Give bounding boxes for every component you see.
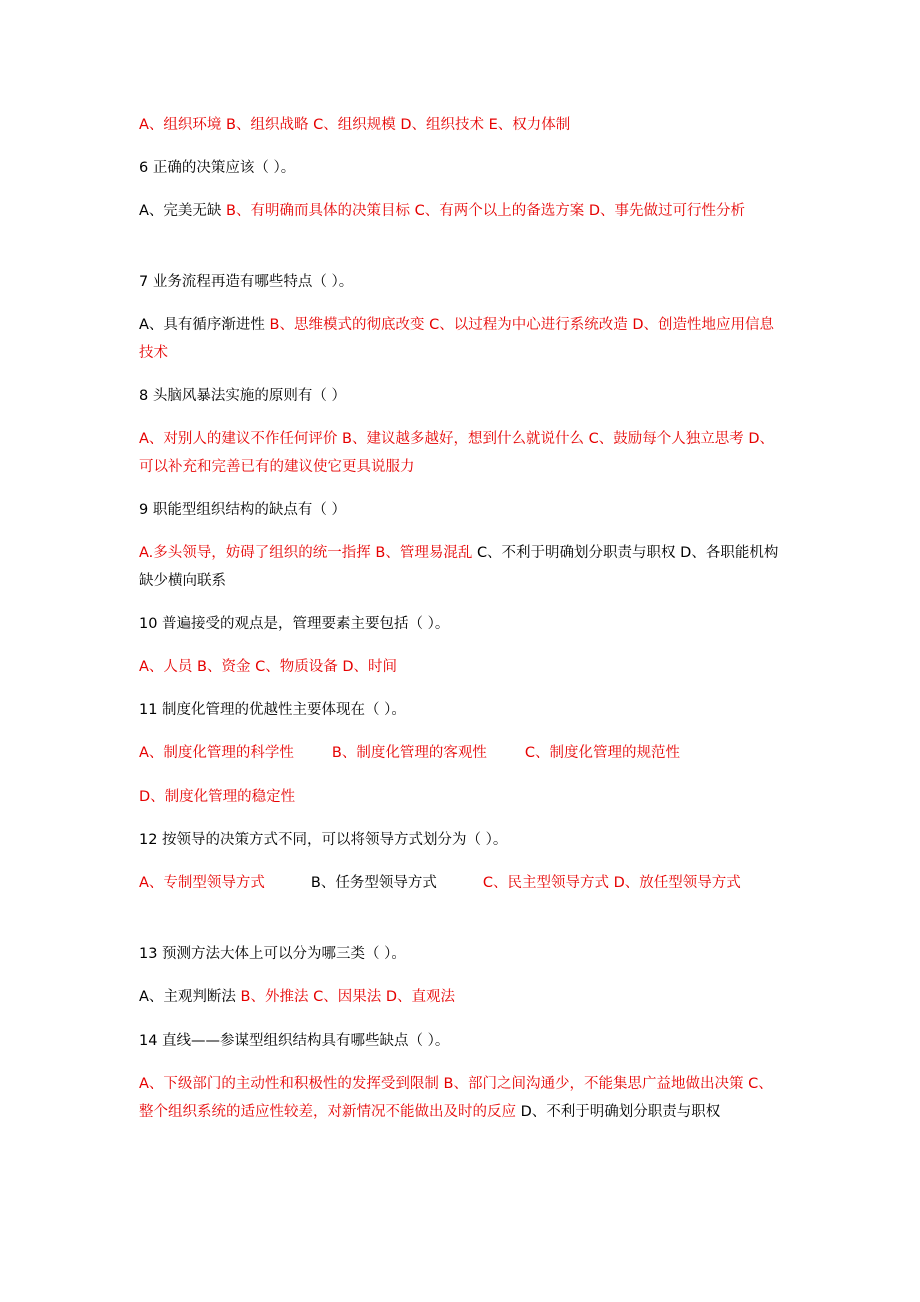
answer-highlight: A、专制型领导方式 — [139, 875, 265, 891]
plain-text: C、不利于明确划分职责与职权 D、各职能机构缺少横向联系 — [139, 545, 779, 589]
answer-highlight: B、外推法 C、因果法 D、直观法 — [240, 989, 455, 1005]
question-text — [139, 1027, 784, 1055]
question-text — [139, 940, 784, 968]
question-text — [139, 826, 784, 854]
answer-highlight: D、制度化管理的稳定性 — [139, 789, 296, 805]
plain-text: 9 职能型组织结构的缺点有（ ） — [139, 502, 346, 518]
answer-options — [139, 111, 784, 139]
answer-options — [139, 869, 784, 897]
answer-options — [139, 539, 784, 595]
plain-text: 13 预测方法大体上可以分为哪三类（ ）。 — [139, 946, 406, 962]
answer-highlight: C、制度化管理的规范性 — [524, 745, 680, 761]
question-text — [139, 268, 784, 296]
answer-highlight: A、对别人的建议不作任何评价 B、建议越多越好，想到什么就说什么 C、鼓励每个人独立思考 D、可以补充和完善已有的建议使它更具说服力 — [139, 431, 774, 475]
answer-highlight: B、有明确而具体的决策目标 C、有两个以上的备选方案 D、事先做过可行性分析 — [226, 203, 745, 219]
answer-options — [139, 311, 784, 367]
plain-text: 12 按领导的决策方式不同，可以将领导方式划分为（ ）。 — [139, 832, 508, 848]
plain-text: 11 制度化管理的优越性主要体现在（ ）。 — [139, 702, 406, 718]
plain-text: 6 正确的决策应该（ ）。 — [139, 160, 296, 176]
plain-text: A、完美无缺 — [139, 203, 227, 219]
answer-highlight: A、组织环境 B、组织战略 C、组织规模 D、组织技术 E、权力体制 — [139, 117, 571, 133]
answer-options — [139, 739, 784, 767]
plain-text: A、主观判断法 — [139, 989, 241, 1005]
answer-options — [139, 653, 784, 681]
answer-options — [139, 1070, 784, 1126]
answer-highlight: A、制度化管理的科学性 — [139, 745, 294, 761]
plain-text: B、任务型领导方式 — [310, 875, 437, 891]
plain-text: 14 直线——参谋型组织结构具有哪些缺点（ ）。 — [139, 1033, 450, 1049]
answer-highlight: B、思维模式的彻底改变 C、以过程为中心进行系统改造 D、创造性地应用信息技术 — [139, 317, 774, 361]
answer-highlight: B、制度化管理的客观性 — [331, 745, 487, 761]
answer-options — [139, 425, 784, 481]
question-text — [139, 696, 784, 724]
plain-text: 8 头脑风暴法实施的原则有（ ） — [139, 388, 346, 404]
answer-options — [139, 983, 784, 1011]
answer-options — [139, 783, 784, 811]
answer-highlight: A、人员 B、资金 C、物质设备 D、时间 — [139, 659, 397, 675]
answer-highlight: A.多头领导，妨碍了组织的统一指挥 B、管理易混乱 — [139, 545, 477, 561]
question-text — [139, 496, 784, 524]
plain-text: A、具有循序渐进性 — [139, 317, 270, 333]
question-text — [139, 154, 784, 182]
question-text — [139, 382, 784, 410]
answer-highlight: A、下级部门的主动性和积极性的发挥受到限制 B、部门之间沟通少，不能集思广益地做出决策 C、整个组织系统的适应性较差，对新情况不能做出及时的反应 — [139, 1076, 773, 1120]
plain-text: D、不利于明确划分职责与职权 — [520, 1104, 721, 1120]
answer-options — [139, 197, 784, 225]
plain-text: 10 普遍接受的观点是，管理要素主要包括（ ）。 — [139, 616, 450, 632]
question-text — [139, 610, 784, 638]
answer-highlight: C、民主型领导方式 D、放任型领导方式 — [482, 875, 741, 891]
plain-text: 7 业务流程再造有哪些特点（ ）。 — [139, 274, 354, 290]
